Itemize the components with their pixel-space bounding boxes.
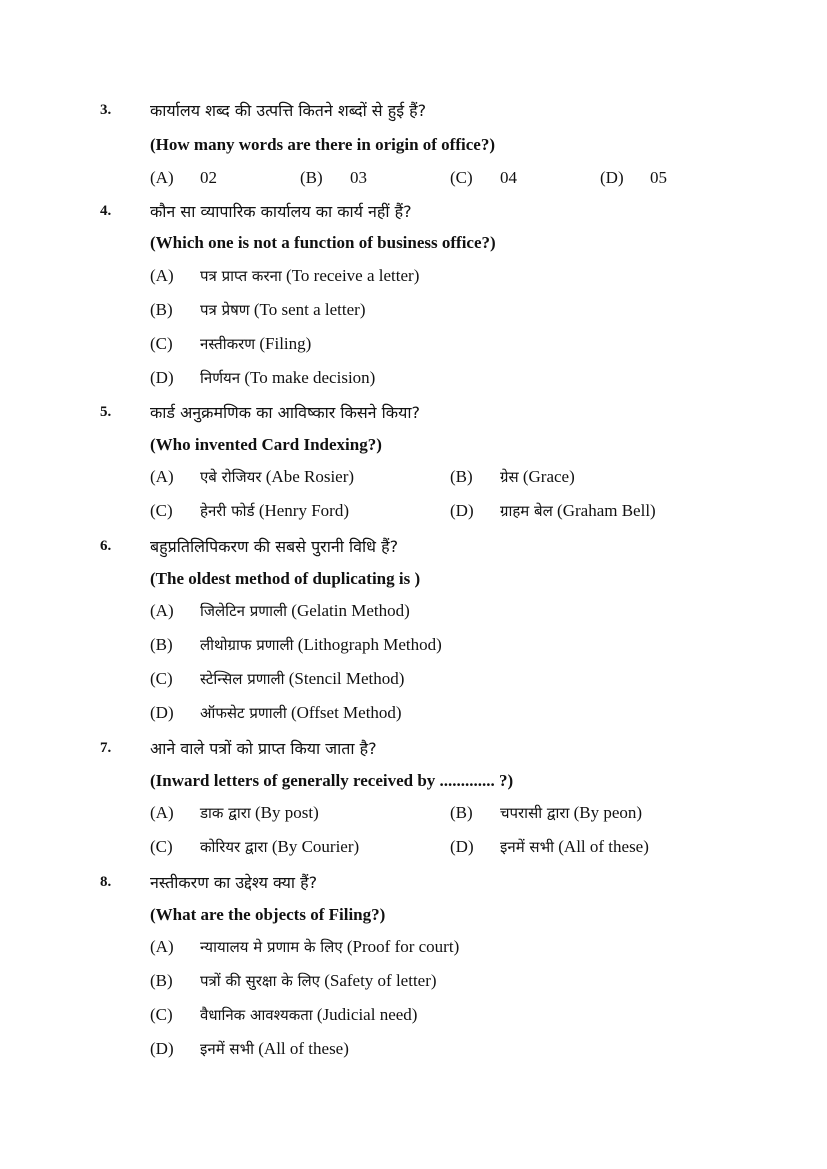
question-english: (Who invented Card Indexing?) xyxy=(150,435,382,454)
option-hindi: नस्तीकरण xyxy=(200,335,256,353)
option-c[interactable] xyxy=(150,334,311,354)
option-a[interactable] xyxy=(150,467,354,487)
option-hindi: जिलेटिन प्रणाली xyxy=(200,602,288,620)
option-hindi: पत्र प्रेषण xyxy=(200,301,250,319)
question-number: 6. xyxy=(100,538,112,554)
question-number: 7. xyxy=(100,740,112,756)
question-hindi: बहुप्रतिलिपिकरण की सबसे पुरानी विधि हैं? xyxy=(150,537,399,556)
option-english: (By peon) xyxy=(573,803,643,822)
option-c[interactable] xyxy=(150,669,404,689)
question-hindi: नस्तीकरण का उद्देश्य क्या हैं? xyxy=(150,873,318,892)
option-a[interactable] xyxy=(150,601,410,621)
option-hindi: एबे रोजियर xyxy=(200,468,262,486)
option-label: (D) xyxy=(150,368,174,387)
option-label: (A) xyxy=(150,803,174,822)
option-english: (By Courier) xyxy=(271,837,360,856)
option-d[interactable] xyxy=(150,703,402,723)
option-hindi: हेनरी फोर्ड xyxy=(200,502,255,520)
option-hindi: निर्णयन xyxy=(200,369,241,387)
option-hindi: चपरासी द्वारा xyxy=(500,804,570,822)
option-c[interactable] xyxy=(450,168,517,188)
option-english: (Henry Ford) xyxy=(258,501,349,520)
option-hindi: पत्र प्राप्त करना xyxy=(200,267,282,285)
option-english: (Abe Rosier) xyxy=(265,467,355,486)
option-hindi: कोरियर द्वारा xyxy=(200,838,268,856)
option-english: 03 xyxy=(350,168,367,187)
question-english: (The oldest method of duplicating is ) xyxy=(150,569,421,588)
option-hindi: डाक द्वारा xyxy=(200,804,251,822)
option-label: (A) xyxy=(150,266,174,285)
option-label: (B) xyxy=(150,971,173,990)
option-hindi: इनमें सभी xyxy=(200,1040,254,1058)
option-english: (Proof for court) xyxy=(346,937,460,956)
option-label: (A) xyxy=(150,467,174,486)
option-label: (B) xyxy=(150,635,173,654)
option-a[interactable] xyxy=(150,266,419,286)
question-hindi: कौन सा व्यापारिक कार्यालय का कार्य नहीं हैं? xyxy=(150,202,412,221)
question-hindi: कार्ड अनुक्रमणिक का आविष्कार किसने किया? xyxy=(150,403,420,422)
option-english: (To sent a letter) xyxy=(253,300,366,319)
option-english: (All of these) xyxy=(258,1039,349,1058)
option-b[interactable] xyxy=(450,803,642,823)
question-english: (Which one is not a function of business office?) xyxy=(150,233,496,252)
option-english: (Safety of letter) xyxy=(324,971,437,990)
option-english: (Offset Method) xyxy=(290,703,402,722)
question-hindi: आने वाले पत्रों को प्राप्त किया जाता है? xyxy=(150,739,377,758)
option-english: (By post) xyxy=(254,803,319,822)
option-label: (C) xyxy=(150,1005,173,1024)
option-d[interactable] xyxy=(450,501,656,521)
option-label: (C) xyxy=(150,669,173,688)
option-b[interactable] xyxy=(150,971,437,991)
option-label: (D) xyxy=(450,501,474,520)
option-label: (A) xyxy=(150,601,174,620)
option-english: (Stencil Method) xyxy=(288,669,405,688)
option-label: (A) xyxy=(150,168,174,187)
option-label: (C) xyxy=(450,168,473,187)
option-english: (Grace) xyxy=(522,467,575,486)
option-hindi: पत्रों की सुरक्षा के लिए xyxy=(200,972,320,990)
option-d[interactable] xyxy=(150,1039,349,1059)
option-label: (D) xyxy=(150,703,174,722)
option-a[interactable] xyxy=(150,937,459,957)
option-hindi: ग्रेस xyxy=(500,468,519,486)
option-d[interactable] xyxy=(150,368,375,388)
option-d[interactable] xyxy=(450,837,649,857)
option-label: (B) xyxy=(450,803,473,822)
option-c[interactable] xyxy=(150,837,359,857)
option-label: (B) xyxy=(150,300,173,319)
option-label: (A) xyxy=(150,937,174,956)
question-number: 8. xyxy=(100,874,112,890)
option-hindi: ग्राहम बेल xyxy=(500,502,553,520)
option-label: (D) xyxy=(600,168,624,187)
option-english: (All of these) xyxy=(558,837,649,856)
option-english: 05 xyxy=(650,168,667,187)
option-english: 02 xyxy=(200,168,217,187)
option-hindi: न्यायालय मे प्रणाम के लिए xyxy=(200,938,343,956)
option-label: (C) xyxy=(150,837,173,856)
option-hindi: स्टेन्सिल प्रणाली xyxy=(200,670,285,688)
option-b[interactable] xyxy=(450,467,575,487)
question-english: (Inward letters of generally received by ............. ?) xyxy=(150,771,514,790)
option-a[interactable] xyxy=(150,803,319,823)
option-hindi: लीथोग्राफ प्रणाली xyxy=(200,636,294,654)
option-english: (Gelatin Method) xyxy=(291,601,410,620)
question-number: 4. xyxy=(100,203,112,219)
question-english: (How many words are there in origin of office?) xyxy=(150,135,495,154)
option-english: (To make decision) xyxy=(244,368,376,387)
option-label: (C) xyxy=(150,334,173,353)
option-label: (B) xyxy=(450,467,473,486)
option-d[interactable] xyxy=(600,168,667,188)
option-label: (B) xyxy=(300,168,323,187)
question-english: (What are the objects of Filing?) xyxy=(150,905,386,924)
option-hindi: इनमें सभी xyxy=(500,838,554,856)
option-c[interactable] xyxy=(150,1005,417,1025)
option-label: (C) xyxy=(150,501,173,520)
option-b[interactable] xyxy=(300,168,367,188)
option-english: (To receive a letter) xyxy=(286,266,420,285)
option-english: (Graham Bell) xyxy=(557,501,656,520)
option-hindi: ऑफसेट प्रणाली xyxy=(200,704,287,722)
option-label: (D) xyxy=(450,837,474,856)
option-english: (Filing) xyxy=(259,334,312,353)
question-number: 3. xyxy=(100,102,112,118)
option-label: (D) xyxy=(150,1039,174,1058)
option-english: (Lithograph Method) xyxy=(297,635,442,654)
option-b[interactable] xyxy=(150,300,366,320)
question-number: 5. xyxy=(100,404,112,420)
option-hindi: वैधानिक आवश्यकता xyxy=(200,1006,313,1024)
option-a[interactable] xyxy=(150,168,217,188)
option-english: 04 xyxy=(500,168,517,187)
option-b[interactable] xyxy=(150,635,442,655)
option-c[interactable] xyxy=(150,501,349,521)
question-hindi: कार्यालय शब्द की उत्पत्ति कितने शब्दों से हुई हैं? xyxy=(150,101,427,120)
option-english: (Judicial need) xyxy=(316,1005,418,1024)
